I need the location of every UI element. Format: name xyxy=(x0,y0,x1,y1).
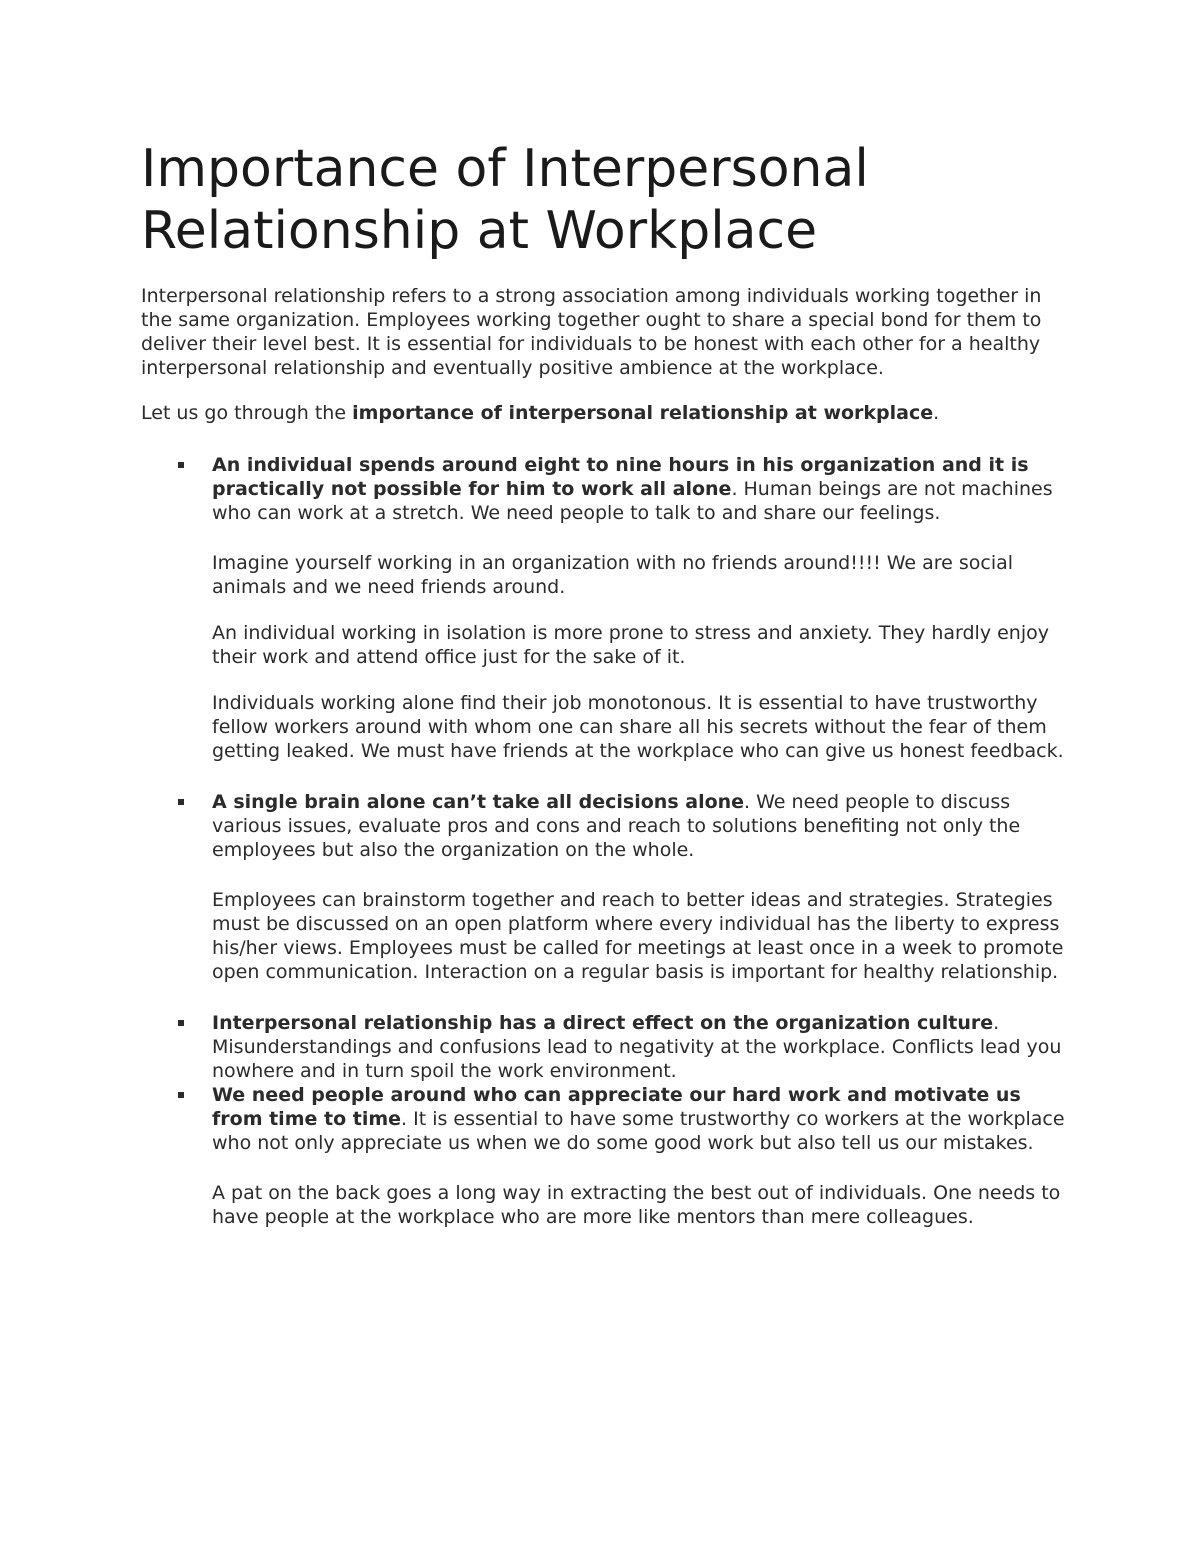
bullet-paragraph: Individuals working alone find their job monotonous. It is essential to have trustworthy fellow workers around with whom one can share all his secrets without the fear of them getting leaked. We must have friends at the workplace who can give us honest feedback. xyxy=(212,692,1064,762)
bullet-text xyxy=(212,1083,1071,1155)
bullet-rest: . We need people to discuss various issues, evaluate pros and cons and reach to solutions benefiting not only the employees but also the organization on the whole. xyxy=(212,791,1021,861)
bullet-bold: A single brain alone can’t take all decisions alone xyxy=(212,791,745,813)
bullet-rest: . It is essential to have some trustworthy co workers at the workplace who not only appreciate us when we do some good work but also tell us our mistakes. xyxy=(212,1108,1065,1154)
bullet-bold: An individual spends around eight to nine hours in his organization and it is practically not possible for him to work all alone xyxy=(212,454,1029,500)
document-title: Importance of Interpersonal Relationship at Workplace xyxy=(141,139,869,261)
square-bullet-icon xyxy=(178,799,184,805)
bullet-item xyxy=(141,790,1071,984)
lead-bold: importance of interpersonal relationship at workplace xyxy=(352,402,934,424)
bullet-text xyxy=(212,1011,1071,1083)
bullet-list xyxy=(141,453,1071,1229)
bullet-paragraph: Employees can brainstorm together and reach to better ideas and strategies. Strategies must be discussed on an open platform where every individual has the liberty to express his/her views. Employees must be called for meetings at least once in a week to promote open communication. Interaction on a regular basis is important for healthy relationship. xyxy=(212,889,1064,983)
lead-suffix: . xyxy=(933,402,940,424)
intro-paragraph: Interpersonal relationship refers to a strong association among individuals working together in the same organization. Employees working together ought to share a special bond for them to deliver their level best. It is essential for individuals to be honest with each other for a healthy interpersonal relationship and eventually positive ambience at the workplace. xyxy=(141,285,1042,379)
bullet-item xyxy=(141,1083,1071,1229)
lead-prefix: Let us go through the xyxy=(141,402,353,424)
bullet-text xyxy=(212,453,1071,525)
square-bullet-icon xyxy=(178,1020,184,1026)
bullet-item xyxy=(141,1011,1071,1083)
lead-paragraph xyxy=(141,401,1071,425)
bullet-paragraph: Imagine yourself working in an organization with no friends around!!!! We are social animals and we need friends around. xyxy=(212,552,1014,598)
bullet-item xyxy=(141,453,1071,763)
bullet-text xyxy=(212,790,1071,862)
bullet-rest: . Human beings are not machines who can work at a stretch. We need people to talk to and share our feelings. xyxy=(212,478,1053,524)
square-bullet-icon xyxy=(178,462,184,468)
bullet-rest: . Misunderstandings and confusions lead to negativity at the workplace. Conflicts lead you nowhere and in turn spoil the work environment. xyxy=(212,1012,1062,1082)
bullet-bold: We need people around who can appreciate our hard work and motivate us from time to time xyxy=(212,1084,1021,1130)
bullet-paragraph: A pat on the back goes a long way in extracting the best out of individuals. One needs to have people at the workplace who are more like mentors than mere colleagues. xyxy=(212,1182,1061,1228)
bullet-bold: Interpersonal relationship has a direct effect on the organization culture xyxy=(212,1012,994,1034)
square-bullet-icon xyxy=(178,1092,184,1098)
bullet-paragraph: An individual working in isolation is more prone to stress and anxiety. They hardly enjoy their work and attend office just for the sake of it. xyxy=(212,622,1049,668)
document-body xyxy=(141,138,1071,1229)
